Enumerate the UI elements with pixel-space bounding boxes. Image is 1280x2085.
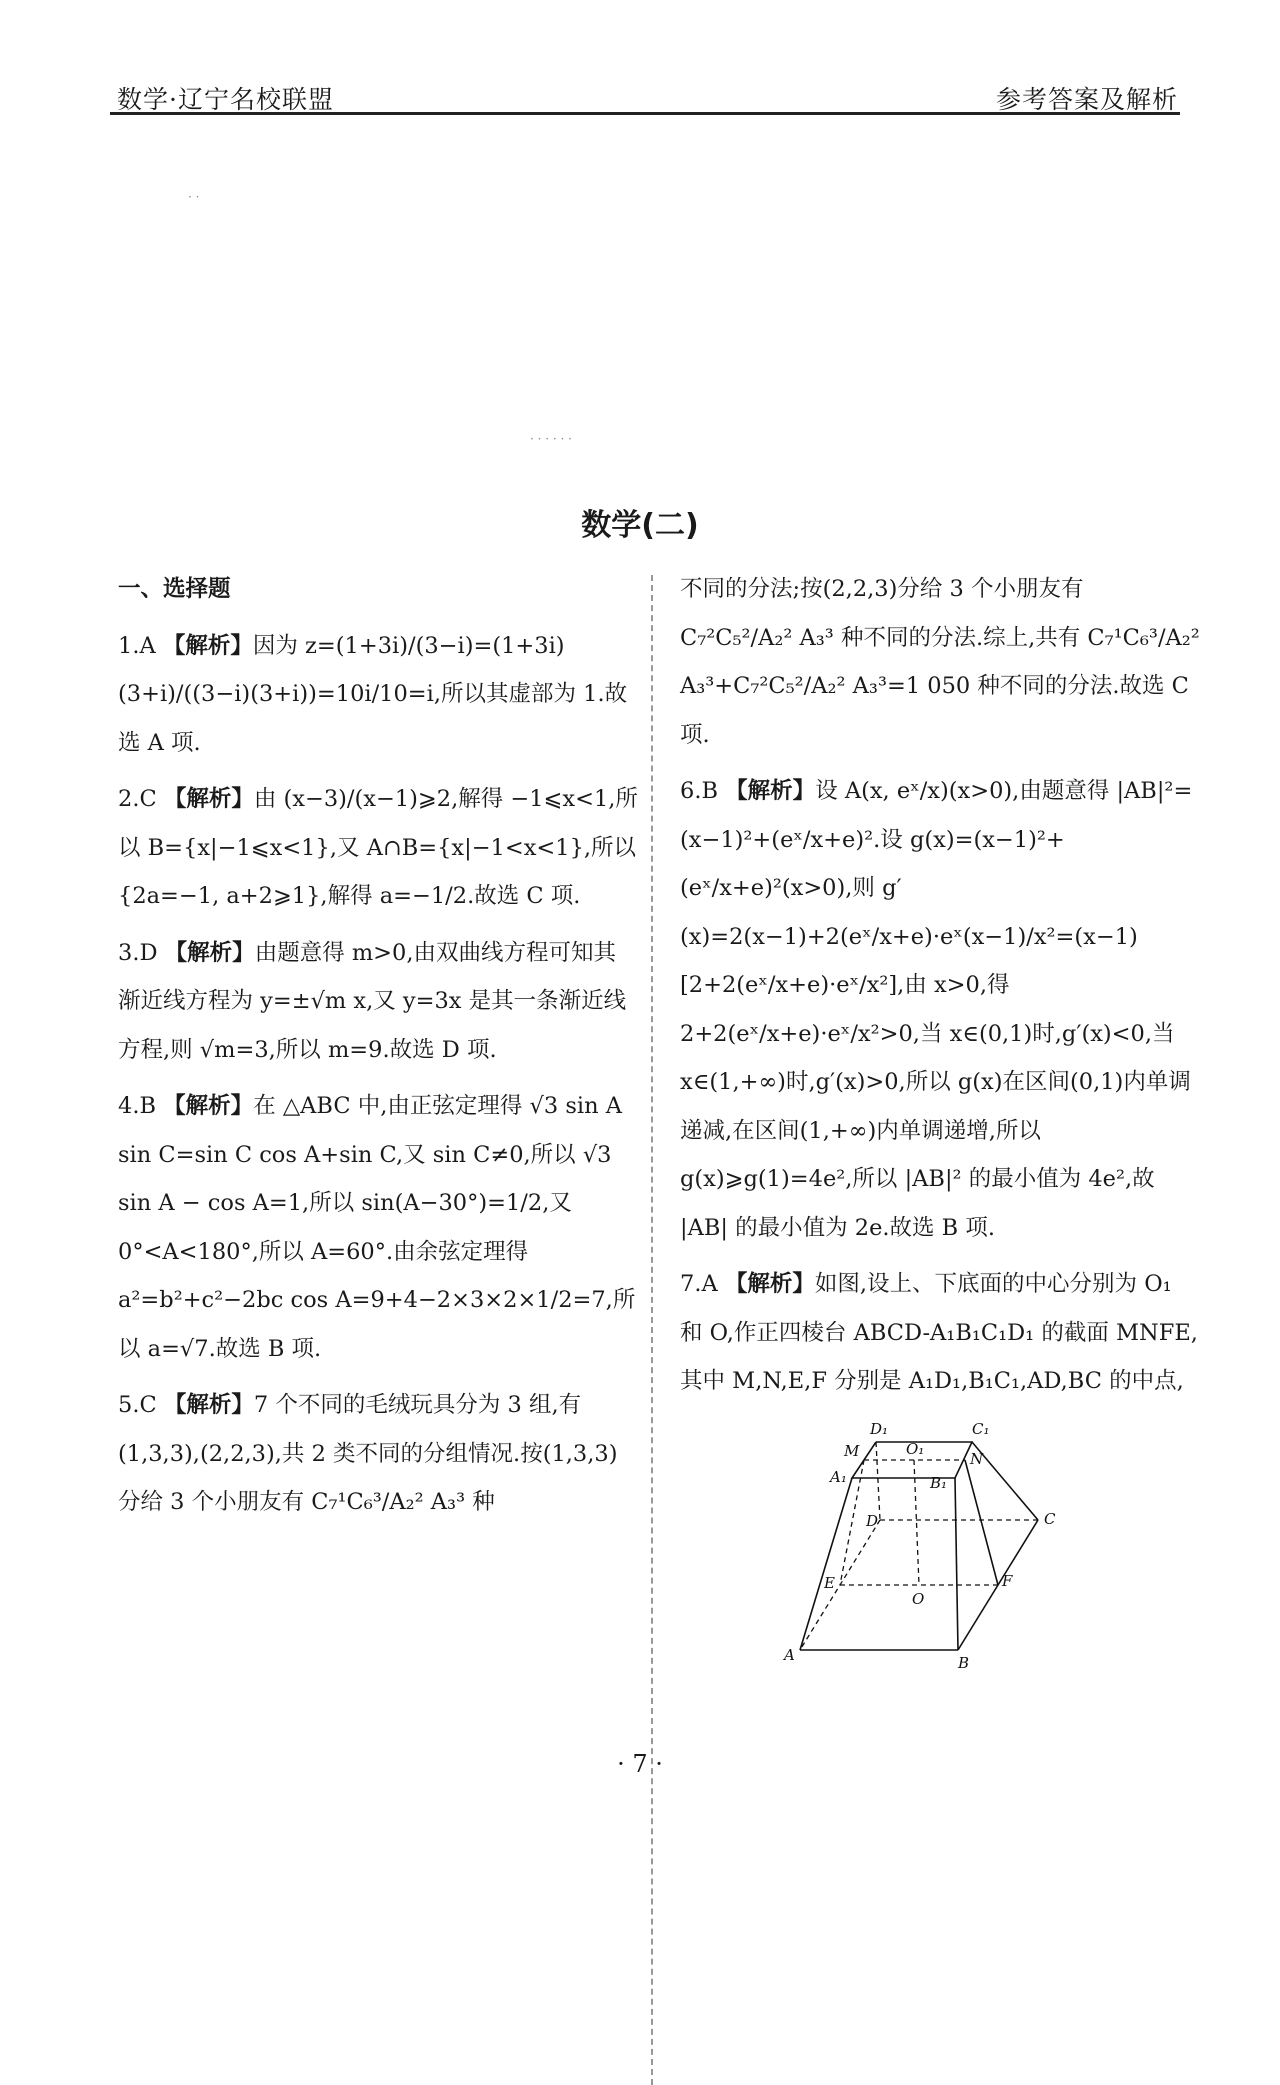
- answer-number: 3.D: [118, 939, 158, 966]
- page-number: · 7 ·: [617, 1750, 663, 1778]
- label-n: N: [970, 1449, 984, 1468]
- answer-text: 设 A(x, eˣ/x)(x>0),由题意得 |AB|²=(x−1)²+(eˣ/x+e)².设 g(x)=(x−1)²+(eˣ/x+e)²(x>0),则 g′(x)=2(x−1)+2(eˣ/x+e)·eˣ(x−1)/x²=(x−1)[2+2(eˣ/x+e)·eˣ/x²],由 x>0,得 2+2(eˣ/x+e)·eˣ/x²>0,当 x∈(0,1)时,g′(x)<0,当 x∈(1,+∞)时,g′(x)>0,所以 g(x)在区间(0,1)内单调递减,在区间(1,+∞)内单调递增,所以 g(x)⩾g(1)=4e²,所以 |AB|² 的最小值为 4e²,故 |AB| 的最小值为 2e.故选 B 项.: [680, 778, 1193, 1241]
- label-m: M: [844, 1441, 860, 1460]
- question-item: [118, 1381, 638, 1527]
- answer-number: 1.A: [118, 632, 156, 659]
- question-item: [118, 775, 638, 921]
- analysis-tag: 【解析】: [163, 1392, 254, 1418]
- analysis-tag: 【解析】: [164, 939, 255, 966]
- header-left: 数学·辽宁名校联盟: [117, 85, 334, 114]
- analysis-tag: 【解析】: [163, 1093, 254, 1119]
- analysis-tag: 【解析】: [724, 1271, 815, 1297]
- answer-text: 因为 z=(1+3i)/(3−i)=(1+3i)(3+i)/((3−i)(3+i))=10i/10=i,所以其虚部为 1.故选 A 项.: [118, 632, 628, 756]
- label-d1: D₁: [870, 1419, 889, 1438]
- label-c: C: [1044, 1509, 1056, 1528]
- frustum-figure: [780, 1414, 1110, 1674]
- page-title: 数学(二): [581, 508, 699, 543]
- analysis-tag: 【解析】: [162, 632, 253, 659]
- header-right: 参考答案及解析: [995, 85, 1178, 114]
- answer-text: 由题意得 m>0,由双曲线方程可知其渐近线方程为 y=±√m x,又 y=3x 是其一条渐近线方程,则 √m=3,所以 m=9.故选 D 项.: [118, 939, 627, 1063]
- right-column: [680, 565, 1200, 1674]
- question-item: [680, 767, 1200, 1252]
- analysis-tag: 【解析】: [163, 786, 254, 812]
- question-item: [118, 929, 638, 1075]
- column-divider: [651, 575, 653, 2085]
- label-b1: B₁: [930, 1473, 948, 1492]
- scan-speck: · ·: [188, 190, 200, 204]
- question-item: [118, 622, 638, 768]
- answer-number: 6.B: [680, 778, 719, 804]
- answer-text: 不同的分法;按(2,2,3)分给 3 个小朋友有 C₇²C₅²/A₂² A₃³ 种不同的分法.综上,共有 C₇¹C₆³/A₂² A₃³+C₇²C₅²/A₂² A₃³=1 050 种不同的分法.故选 C 项.: [680, 576, 1200, 748]
- label-a1: A₁: [830, 1467, 847, 1486]
- question-item: [680, 1260, 1200, 1406]
- answer-number: 5.C: [118, 1392, 157, 1418]
- label-o: O: [912, 1589, 925, 1608]
- answer-number: 4.B: [118, 1093, 157, 1119]
- section-heading: 一、选择题: [118, 576, 231, 602]
- label-d: D: [866, 1511, 879, 1530]
- label-e: E: [824, 1573, 835, 1592]
- label-f: F: [1002, 1571, 1013, 1590]
- question-item: [118, 1082, 638, 1373]
- label-o1: O₁: [906, 1439, 925, 1458]
- answer-number: 7.A: [680, 1271, 718, 1297]
- label-c1: C₁: [972, 1419, 990, 1438]
- answer-text: 在 △ABC 中,由正弦定理得 √3 sin A sin C=sin C cos A+sin C,又 sin C≠0,所以 √3 sin A − cos A=1,所以 sin(A−30°)=1/2,又 0°<A<180°,所以 A=60°.由余弦定理得 a²=b²+c²−2bc cos A=9+4−2×3×2×1/2=7,所以 a=√7.故选 B 项.: [118, 1093, 636, 1362]
- label-b: B: [958, 1653, 970, 1672]
- answer-text: 如图,设上、下底面的中心分别为 O₁ 和 O,作正四棱台 ABCD-A₁B₁C₁D₁ 的截面 MNFE,其中 M,N,E,F 分别是 A₁D₁,B₁C₁,AD,BC 的中点,: [680, 1271, 1198, 1394]
- analysis-tag: 【解析】: [725, 778, 816, 804]
- scan-speck: · · · · · ·: [530, 432, 572, 446]
- answer-text: 由 (x−3)/(x−1)⩾2,解得 −1⩽x<1,所以 B={x|−1⩽x<1},又 A∩B={x|−1<x<1},所以 {2a=−1, a+2⩾1},解得 a=−1/2.故选 C 项.: [118, 786, 638, 909]
- left-column: [118, 565, 638, 1535]
- answer-text: 7 个不同的毛绒玩具分为 3 组,有(1,3,3),(2,2,3),共 2 类不同的分组情况.按(1,3,3)分给 3 个小朋友有 C₇¹C₆³/A₂² A₃³ 种: [118, 1392, 618, 1515]
- label-a: A: [784, 1645, 795, 1664]
- header-rule: [110, 112, 1180, 115]
- answer-number: 2.C: [118, 786, 157, 812]
- question-item: [680, 565, 1200, 759]
